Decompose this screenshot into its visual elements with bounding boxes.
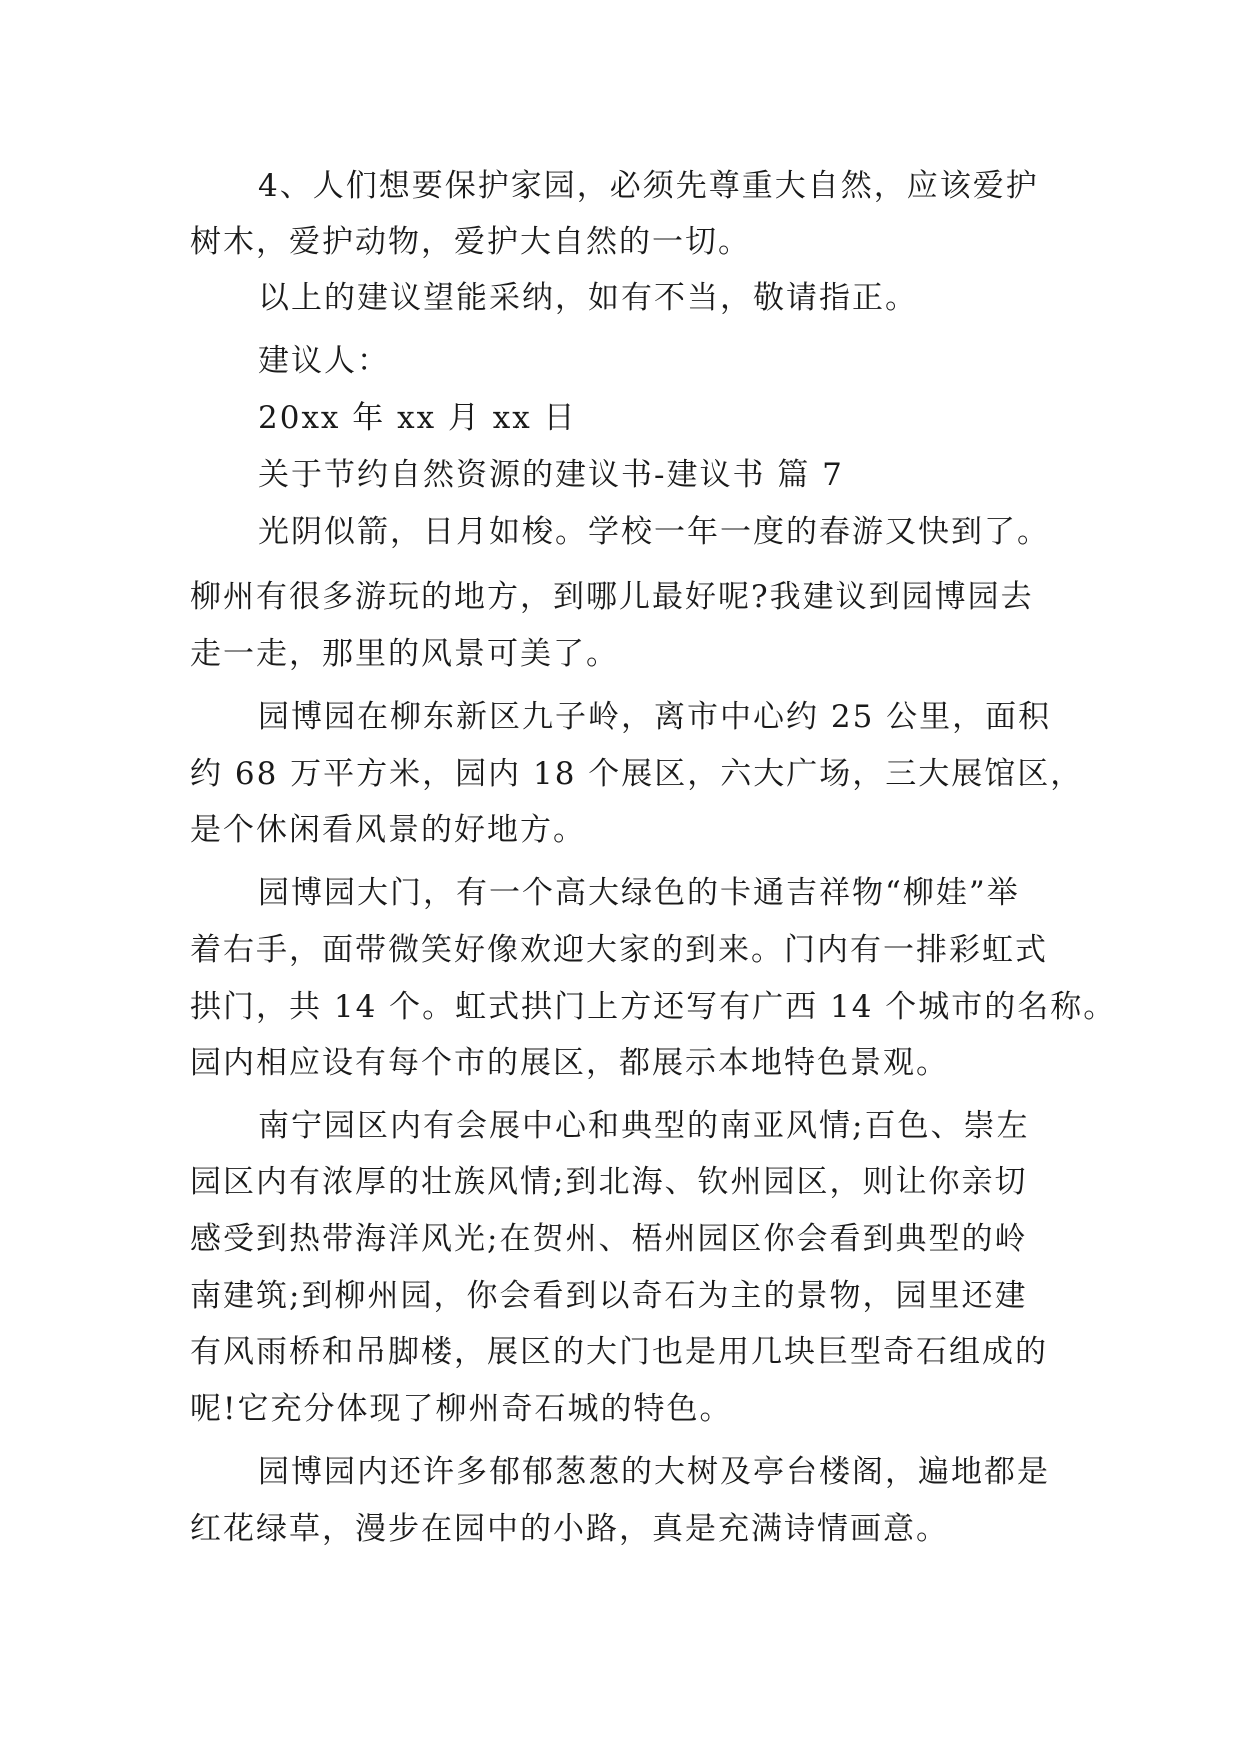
text-line: 感受到热带海洋风光;在贺州、梧州园区你会看到典型的岭 [190,1221,1028,1257]
text-line: 园博园内还许多郁郁葱葱的大树及亭台楼阁，遍地都是 [258,1454,1050,1490]
text-line: 园博园在柳东新区九子岭，离市中心约 25 公里，面积 [258,699,1052,735]
text-line: 光阴似箭，日月如梭。学校一年一度的春游又快到了。 [258,514,1050,550]
text-line: 以上的建议望能采纳，如有不当，敬请指正。 [258,280,918,316]
text-line: 树木，爱护动物，爱护大自然的一切。 [190,224,751,260]
text-line: 拱门，共 14 个。虹式拱门上方还写有广西 14 个城市的名称。 [190,989,1117,1025]
text-line: 是个休闲看风景的好地方。 [190,812,586,848]
text-line: 走一走，那里的风景可美了。 [190,636,619,672]
text-line: 着右手，面带微笑好像欢迎大家的到来。门内有一排彩虹式 [190,932,1048,968]
text-line: 建议人： [258,343,390,379]
text-line: 园博园大门，有一个高大绿色的卡通吉祥物“柳娃”举 [258,875,1020,911]
text-line: 南宁园区内有会展中心和典型的南亚风情;百色、崇左 [258,1108,1030,1144]
text-line: 园区内有浓厚的壮族风情;到北海、钦州园区，则让你亲切 [190,1164,1028,1200]
text-line: 柳州有很多游玩的地方，到哪儿最好呢?我建议到园博园去 [190,579,1034,615]
text-line: 有风雨桥和吊脚楼，展区的大门也是用几块巨型奇石组成的 [190,1334,1048,1370]
text-line: 南建筑;到柳州园，你会看到以奇石为主的景物，园里还建 [190,1278,1028,1314]
date-line: 20xx 年 xx 月 xx 日 [258,400,577,436]
text-line: 红花绿草，漫步在园中的小路，真是充满诗情画意。 [190,1511,949,1547]
text-line: 4、人们想要保护家园，必须先尊重大自然，应该爱护 [258,168,1039,204]
text-line: 约 68 万平方米，园内 18 个展区，六大广场，三大展馆区， [190,756,1084,792]
text-line: 园内相应设有每个市的展区，都展示本地特色景观。 [190,1045,949,1081]
section-title: 关于节约自然资源的建议书-建议书 篇 7 [258,457,844,493]
text-line: 呢!它充分体现了柳州奇石城的特色。 [190,1391,733,1427]
